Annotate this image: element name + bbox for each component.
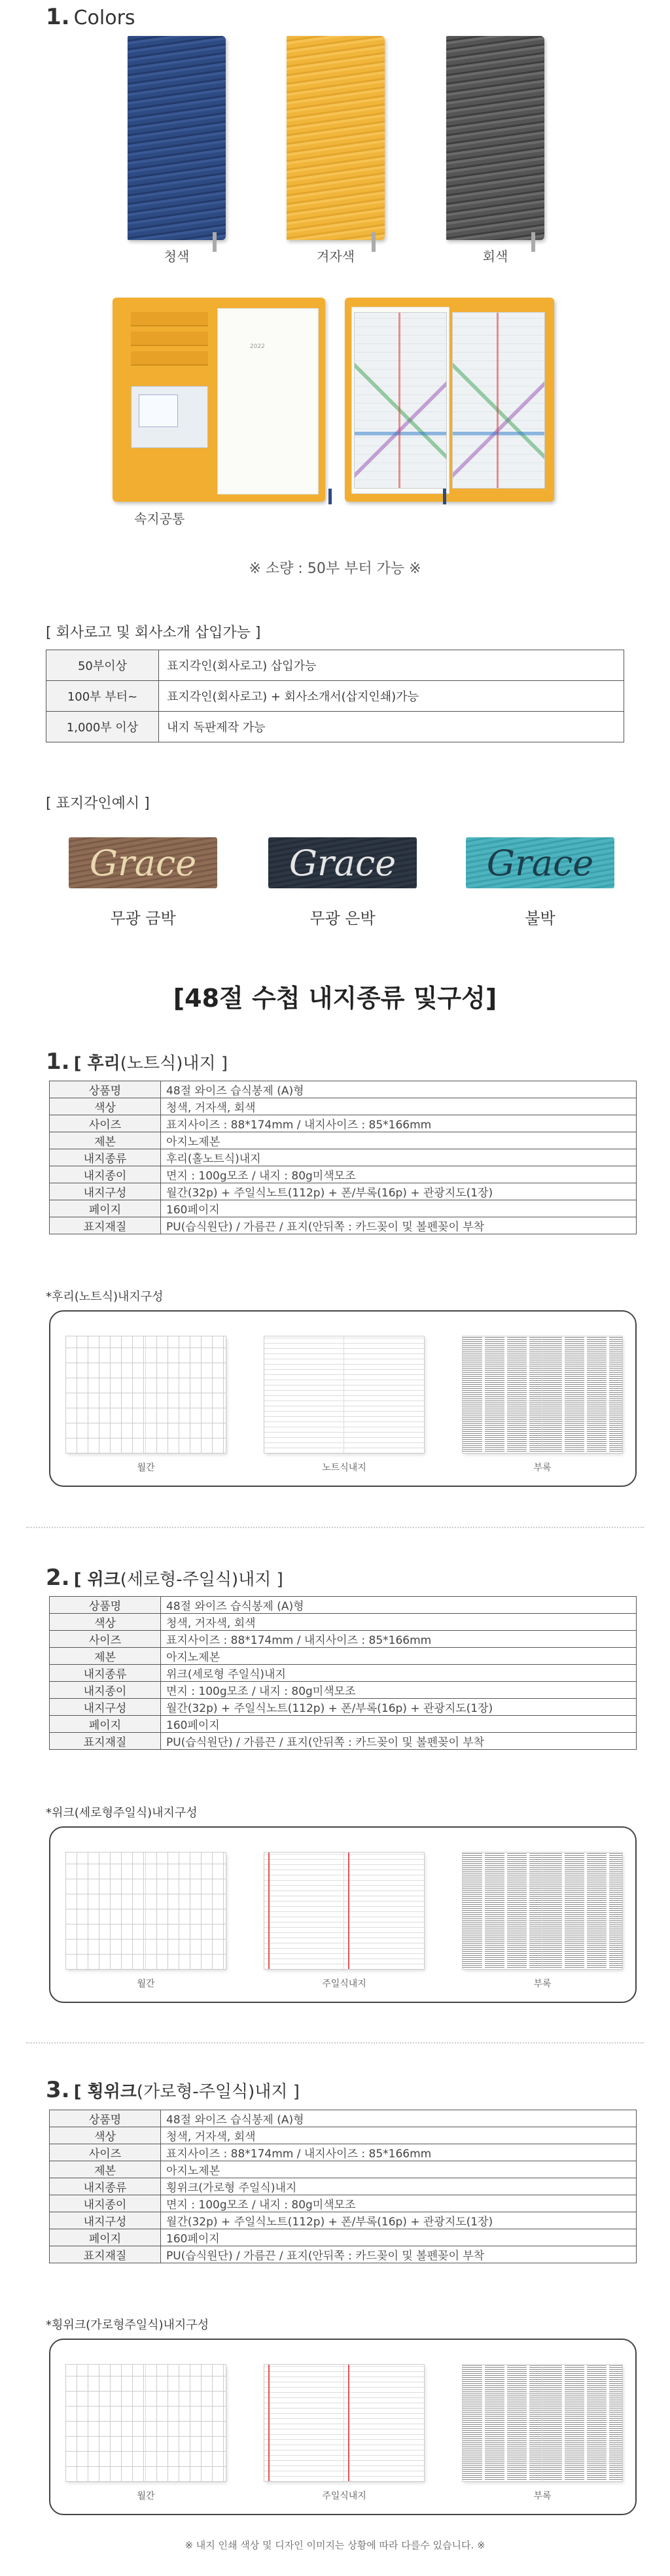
colors-section-label: Colors	[73, 7, 135, 29]
logo-option-table	[46, 650, 624, 742]
table-row	[50, 1149, 637, 1166]
color-label-mustard: 겨자색	[317, 249, 355, 264]
spec-key: 내지종류	[50, 1665, 161, 1682]
part2-title	[46, 1565, 283, 1591]
spec-key: 내지구성	[50, 2212, 161, 2229]
spec-value: 표지사이즈 : 88*174mm / 내지사이즈 : 85*166mm	[161, 2144, 637, 2161]
stamp-foil-label: 불박	[525, 909, 555, 928]
spec-key: 제본	[50, 1648, 161, 1665]
page-title: [48절 수첩 내지종류 및구성]	[173, 984, 497, 1013]
spread-caption: 부록	[533, 1463, 552, 1473]
spread-monthly	[66, 1853, 226, 1969]
part2-title-rest: (세로형-주일식)내지 ]	[120, 1570, 283, 1590]
spread-caption: 부록	[533, 2491, 552, 2501]
table-row	[50, 2110, 637, 2127]
footnote: ※ 내지 인쇄 색상 및 디자인 이미지는 상황에 따라 다를수 있습니다. ※	[185, 2539, 485, 2551]
table-row	[50, 2161, 637, 2178]
table-row	[50, 2229, 637, 2246]
open-planner-map-side	[345, 298, 554, 502]
part2-compose-label: *위크(세로형주일식)내지구성	[46, 1806, 198, 1820]
spread-caption: 주일식내지	[322, 1979, 366, 1989]
spec-value: PU(습식원단) / 가름끈 / 표지(안뒤쪽 : 카드꽂이 및 볼펜꽂이 부착	[161, 1217, 637, 1234]
table-row	[46, 650, 624, 681]
table-row	[50, 1200, 637, 1217]
table-row	[50, 1614, 637, 1631]
spec-key: 페이지	[50, 1716, 161, 1733]
table-row	[50, 2144, 637, 2161]
spec-key: 색상	[50, 1614, 161, 1631]
colors-section-number: 1.	[46, 4, 70, 30]
spec-value: 160페이지	[161, 1200, 637, 1217]
spec-value: 월간(32p) + 주일식노트(112p) + 폰/부록(16p) + 관광지도(1장)	[161, 2212, 637, 2229]
spec-key: 사이즈	[50, 1115, 161, 1132]
part1-compose-label: *후리(노트식)내지구성	[46, 1290, 164, 1304]
table-row	[50, 1733, 637, 1750]
spec-key: 색상	[50, 1098, 161, 1115]
colors-section-title	[46, 4, 135, 30]
table-row	[50, 1217, 637, 1234]
stamp-silver-sample: Grace	[268, 837, 417, 888]
spec-value: 면지 : 100g모조 / 내지 : 80g미색모조	[161, 1682, 637, 1699]
spread-weekly	[264, 1853, 424, 1969]
part2-number: 2.	[46, 1565, 70, 1591]
desc-cell: 표지각인(회사로고) 삽입가능	[159, 650, 624, 681]
qty-cell: 50부이상	[46, 650, 159, 681]
stamp-silver-label: 무광 은박	[309, 909, 376, 928]
open-planner-card-side: 2022	[113, 298, 325, 502]
spread-notes	[264, 1336, 424, 1453]
part3-compose-box	[49, 2339, 637, 2515]
spec-key: 내지종이	[50, 1682, 161, 1699]
table-row	[50, 2127, 637, 2144]
part2-compose-box	[49, 1826, 637, 2003]
spec-key: 표지재질	[50, 1733, 161, 1750]
stamp-section-title: [ 표지각인예시 ]	[46, 795, 150, 812]
table-row	[50, 1665, 637, 1682]
table-row	[50, 1132, 637, 1149]
spec-key: 표지재질	[50, 2246, 161, 2263]
desc-cell: 표지각인(회사로고) + 회사소개서(삽지인쇄)가능	[159, 681, 624, 712]
spread-caption: 월간	[137, 1463, 155, 1473]
section-divider	[26, 1527, 644, 1528]
spec-value: 48절 와이즈 습식봉제 (A)형	[161, 1081, 637, 1098]
planner-gray	[446, 36, 544, 240]
spec-value: 표지사이즈 : 88*174mm / 내지사이즈 : 85*166mm	[161, 1115, 637, 1132]
spec-key: 내지구성	[50, 1183, 161, 1200]
table-row	[50, 1183, 637, 1200]
spec-key: 색상	[50, 2127, 161, 2144]
part3-title	[46, 2077, 300, 2103]
spread-caption: 노트식내지	[322, 1463, 366, 1473]
stamp-gold-label: 무광 금박	[110, 909, 176, 928]
stamp-foil-sample: Grace	[466, 837, 614, 888]
spec-key: 페이지	[50, 2229, 161, 2246]
part1-compose-box	[49, 1310, 637, 1487]
spec-value: PU(습식원단) / 가름끈 / 표지(안뒤쪽 : 카드꽂이 및 볼펜꽂이 부착	[161, 1733, 637, 1750]
spec-value: 월간(32p) + 주일식노트(112p) + 폰/부록(16p) + 관광지도(1장)	[161, 1183, 637, 1200]
spec-value: 아지노제본	[161, 1132, 637, 1149]
planner-navy	[128, 36, 226, 240]
spec-key: 사이즈	[50, 2144, 161, 2161]
table-row	[50, 2195, 637, 2212]
part2-title-main: [ 위크	[73, 1570, 120, 1590]
spread-caption: 월간	[137, 1979, 155, 1989]
table-row	[50, 2178, 637, 2195]
spec-key: 내지종류	[50, 1149, 161, 1166]
section-divider	[26, 2042, 644, 2044]
spec-key: 내지종류	[50, 2178, 161, 2195]
spread-monthly	[66, 2365, 226, 2481]
table-row	[50, 1597, 637, 1614]
spec-value: 아지노제본	[161, 1648, 637, 1665]
spec-value: 아지노제본	[161, 2161, 637, 2178]
spread-appendix	[463, 1336, 622, 1453]
table-row	[50, 1648, 637, 1665]
spread-appendix	[463, 1853, 622, 1969]
spec-value: 면지 : 100g모조 / 내지 : 80g미색모조	[161, 2195, 637, 2212]
spec-key: 제본	[50, 1132, 161, 1149]
table-row	[50, 1081, 637, 1098]
spread-caption: 부록	[533, 1979, 552, 1989]
desc-cell: 내지 독판제작 가능	[159, 712, 624, 742]
table-row	[50, 1166, 637, 1183]
qty-cell: 1,000부 이상	[46, 712, 159, 742]
table-row	[50, 1631, 637, 1648]
spread-weekly	[264, 2365, 424, 2481]
part1-title-main: [ 후리	[73, 1054, 120, 1073]
table-row	[46, 681, 624, 712]
part1-title	[46, 1049, 228, 1075]
spec-key: 상품명	[50, 1081, 161, 1098]
part2-spec-table	[49, 1596, 637, 1750]
spec-key: 상품명	[50, 1597, 161, 1614]
spec-key: 표지재질	[50, 1217, 161, 1234]
stamp-gold-sample: Grace	[69, 837, 217, 888]
table-row	[50, 2246, 637, 2263]
spec-key: 제본	[50, 2161, 161, 2178]
spec-value: 청색, 거자색, 회색	[161, 1614, 637, 1631]
spec-key: 사이즈	[50, 1631, 161, 1648]
spread-appendix	[463, 2365, 622, 2481]
spec-value: PU(습식원단) / 가름끈 / 표지(안뒤쪽 : 카드꽂이 및 볼펜꽂이 부착	[161, 2246, 637, 2263]
spec-key: 내지종이	[50, 2195, 161, 2212]
part1-number: 1.	[46, 1049, 70, 1075]
spread-caption: 주일식내지	[322, 2491, 366, 2501]
spec-value: 횡위크(가로형 주일식)내지	[161, 2178, 637, 2195]
minimum-order-notice: ※ 소량 : 50부 부터 가능 ※	[249, 561, 421, 577]
spec-value: 위크(세로형 주일식)내지	[161, 1665, 637, 1682]
spec-value: 160페이지	[161, 1716, 637, 1733]
qty-cell: 100부 부터~	[46, 681, 159, 712]
color-label-navy: 청색	[164, 249, 190, 264]
spec-value: 월간(32p) + 주일식노트(112p) + 폰/부록(16p) + 관광지도(1장)	[161, 1699, 637, 1716]
spec-value: 48절 와이즈 습식봉제 (A)형	[161, 2110, 637, 2127]
spread-monthly	[66, 1336, 226, 1453]
spec-value: 면지 : 100g모조 / 내지 : 80g미색모조	[161, 1166, 637, 1183]
spec-value: 160페이지	[161, 2229, 637, 2246]
part1-spec-table	[49, 1081, 637, 1234]
table-row	[50, 1682, 637, 1699]
spec-key: 내지종이	[50, 1166, 161, 1183]
table-row	[50, 1716, 637, 1733]
table-row	[50, 1098, 637, 1115]
part3-compose-label: *횡위크(가로형주일식)내지구성	[46, 2318, 209, 2332]
spec-value: 청색, 거자색, 회색	[161, 2127, 637, 2144]
spec-value: 표지사이즈 : 88*174mm / 내지사이즈 : 85*166mm	[161, 1631, 637, 1648]
spec-value: 48절 와이즈 습식봉제 (A)형	[161, 1597, 637, 1614]
spec-key: 내지구성	[50, 1699, 161, 1716]
part3-number: 3.	[46, 2077, 70, 2103]
table-row	[46, 712, 624, 742]
part3-title-main: [ 횡위크	[73, 2082, 137, 2102]
spec-key: 상품명	[50, 2110, 161, 2127]
table-row	[50, 1115, 637, 1132]
spec-value: 후리(홀노트식)내지	[161, 1149, 637, 1166]
spread-caption: 월간	[137, 2491, 155, 2501]
logo-section-title: [ 회사로고 및 회사소개 삽입가능 ]	[46, 625, 261, 641]
color-label-gray: 회색	[482, 249, 508, 264]
spec-key: 페이지	[50, 1200, 161, 1217]
part3-spec-table	[49, 2110, 637, 2263]
planner-mustard	[287, 36, 385, 240]
table-row	[50, 2212, 637, 2229]
spec-value: 청색, 거자색, 회색	[161, 1098, 637, 1115]
table-row	[50, 1699, 637, 1716]
part3-title-rest: (가로형-주일식)내지 ]	[136, 2082, 300, 2102]
part1-title-rest: (노트식)내지 ]	[120, 1054, 228, 1073]
inner-common-label: 속지공통	[134, 511, 185, 527]
